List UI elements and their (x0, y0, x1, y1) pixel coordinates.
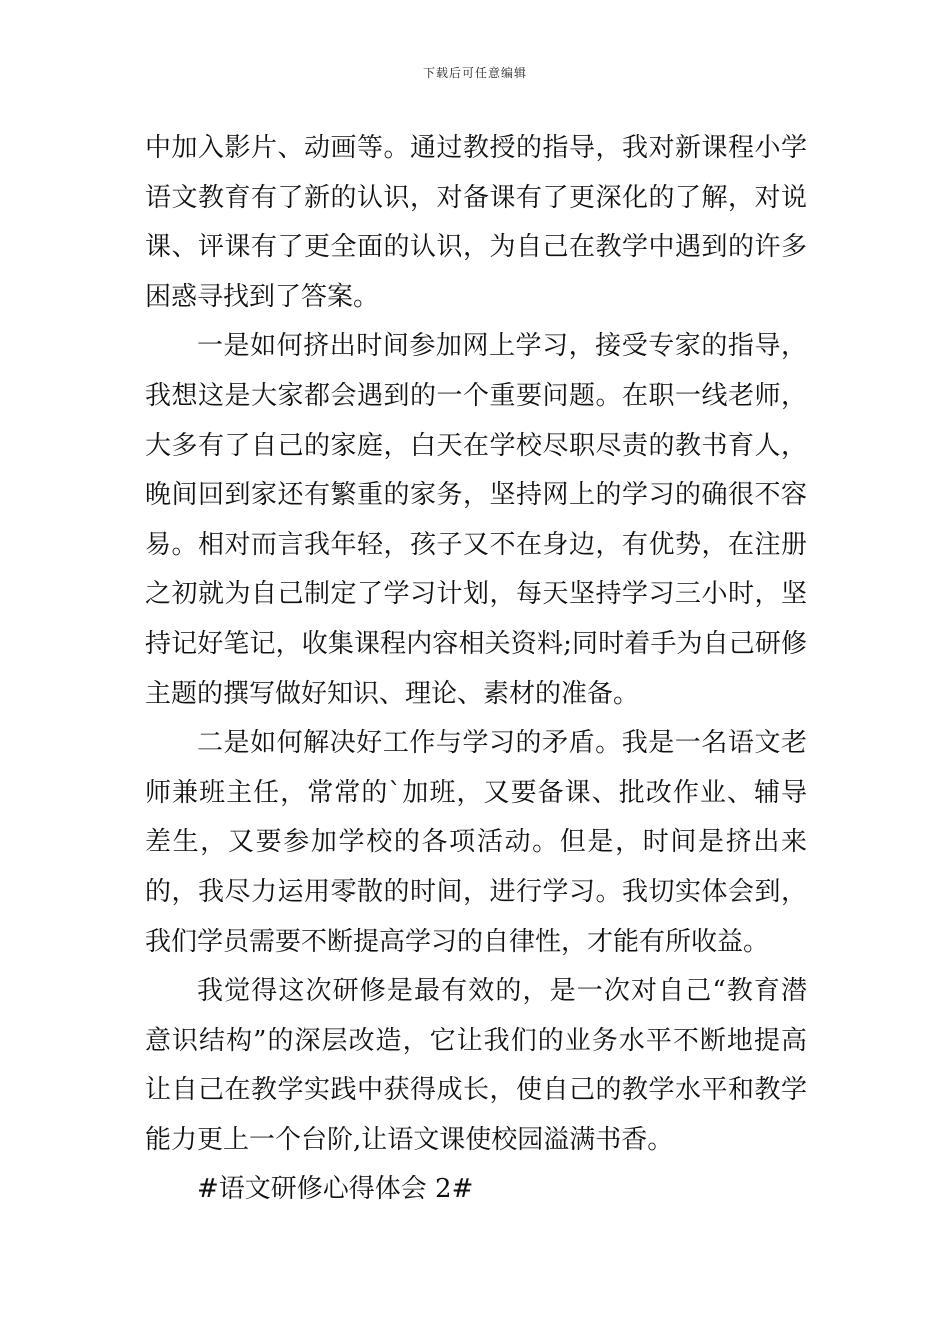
page-header: 下载后可任意编辑 (422, 66, 527, 80)
paragraph-2: 一是如何挤出时间参加网上学习，接受专家的指导，我想这是大家都会遇到的一个重要问题。在职一线老师，大多有了自己的家庭，白天在学校尽职尽责的教书育人，晚间回到家还有繁重的家务，坚持网上的学习的确很不容易。相对而言我年轻，孩子又不在身边，有优势，在注册之初就为自己制定了学习计划，每天坚持学习三小时，坚持记好笔记，收集课程内容相关资料;同时着手为自己研修主题的撰写做好知识、理论、素材的准备。 (145, 331, 807, 709)
paragraph-4: 我觉得这次研修是最有效的，是一次对自己“教育潜意识结构”的深层改造，它让我们的业务水平不断地提高让自己在教学实践中获得成长，使自己的教学水平和教学能力更上一个台阶,让语文课使校园溢满书香。 (145, 976, 807, 1155)
paragraph-1: 中加入影片、动画等。通过教授的指导，我对新课程小学语文教育有了新的认识，对备课有了更深化的了解，对说课、评课有了更全面的认识，为自己在教学中遇到的许多困惑寻找到了答案。 (145, 133, 807, 312)
section-heading: #语文研修心得体会 2# (197, 1174, 474, 1205)
document-body (145, 124, 807, 1215)
paragraph-3: 二是如何解决好工作与学习的矛盾。我是一名语文老师兼班主任，常常的`加班，又要备课、批改作业、辅导差生，又要参加学校的各项活动。但是，时间是挤出来的，我尽力运用零散的时间，进行学习。我切实体会到，我们学员需要不断提高学习的自律性，才能有所收益。 (145, 728, 807, 957)
